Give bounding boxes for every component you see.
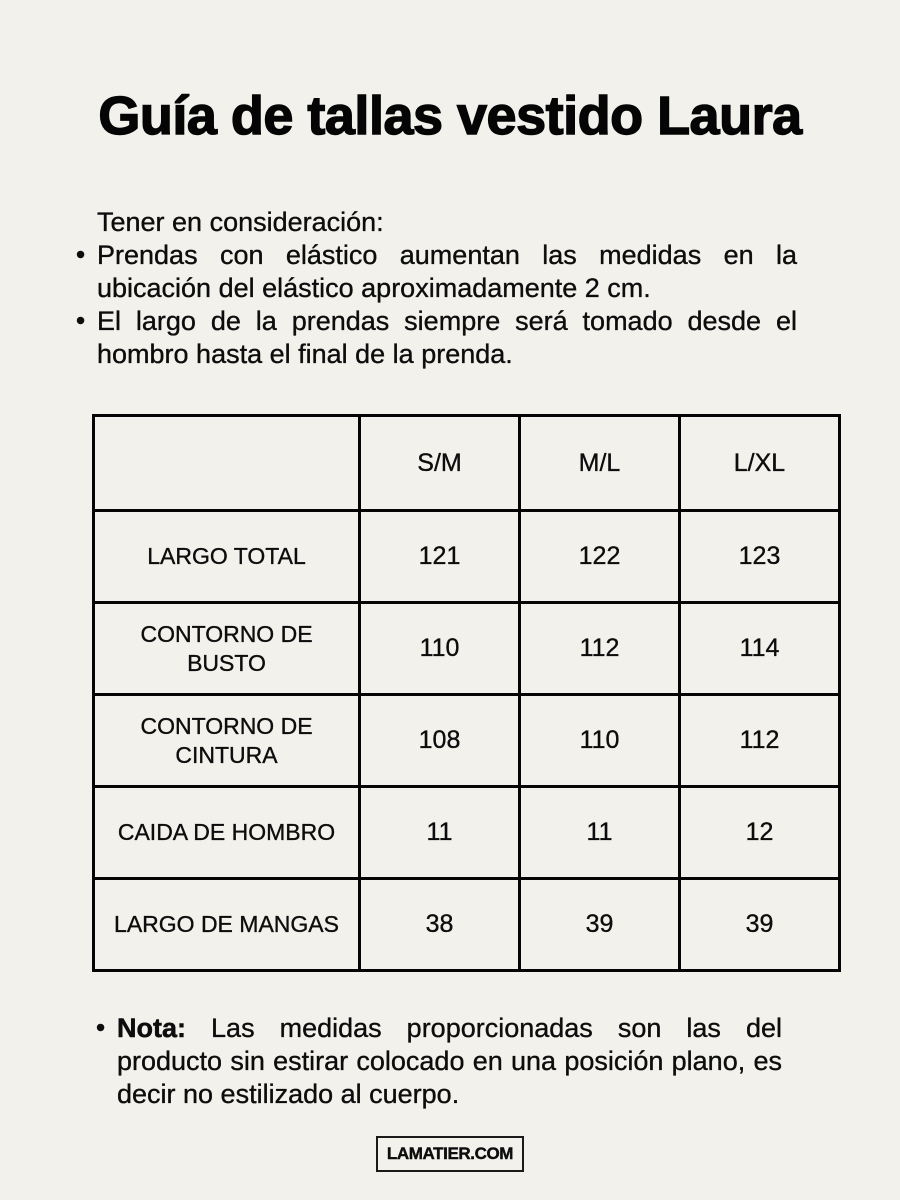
considerations-list <box>97 239 797 371</box>
table-row <box>94 787 840 879</box>
note-label: Nota: <box>117 1013 186 1043</box>
row-label-cell: LARGO DE MANGAS <box>94 879 360 971</box>
value-cell: 112 <box>520 603 680 695</box>
considerations-section <box>97 206 797 371</box>
value-cell: 39 <box>520 879 680 971</box>
value-cell: 122 <box>520 511 680 603</box>
row-label-cell: CONTORNO DE BUSTO <box>94 603 360 695</box>
table-row <box>94 603 840 695</box>
page-title: Guía de tallas vestido Laura <box>98 86 802 147</box>
table-row <box>94 879 840 971</box>
size-table <box>92 414 841 972</box>
value-cell: 12 <box>680 787 840 879</box>
table-row <box>94 511 840 603</box>
row-label-cell: CAIDA DE HOMBRO <box>94 787 360 879</box>
value-cell: 112 <box>680 695 840 787</box>
table-header-ml: M/L <box>520 416 680 511</box>
value-cell: 108 <box>360 695 520 787</box>
table-corner-cell <box>94 416 360 511</box>
consideration-item: • El largo de la prendas siempre será tomado desde el hombro hasta el final de la prenda. <box>97 305 797 371</box>
brand-badge: LAMATIER.COM <box>376 1136 524 1172</box>
value-cell: 38 <box>360 879 520 971</box>
value-cell: 39 <box>680 879 840 971</box>
footer <box>0 1136 900 1172</box>
value-cell: 121 <box>360 511 520 603</box>
value-cell: 114 <box>680 603 840 695</box>
table-header-row <box>94 416 840 511</box>
row-label-cell: LARGO TOTAL <box>94 511 360 603</box>
value-cell: 11 <box>360 787 520 879</box>
consideration-item: • Prendas con elástico aumentan las medidas en la ubicación del elástico aproximadamente 2 cm. <box>97 239 797 305</box>
row-label-cell: CONTORNO DE CINTURA <box>94 695 360 787</box>
considerations-intro: Tener en consideración: <box>97 207 384 237</box>
note-text: Las medidas proporcionadas son las del producto sin estirar colocado en una posición plano, es decir no estilizado al cuerpo. <box>117 1013 782 1109</box>
value-cell: 11 <box>520 787 680 879</box>
table-header-sm: S/M <box>360 416 520 511</box>
value-cell: 110 <box>520 695 680 787</box>
value-cell: 110 <box>360 603 520 695</box>
note-paragraph <box>117 1012 782 1111</box>
table-row <box>94 695 840 787</box>
value-cell: 123 <box>680 511 840 603</box>
table-header-lxl: L/XL <box>680 416 840 511</box>
